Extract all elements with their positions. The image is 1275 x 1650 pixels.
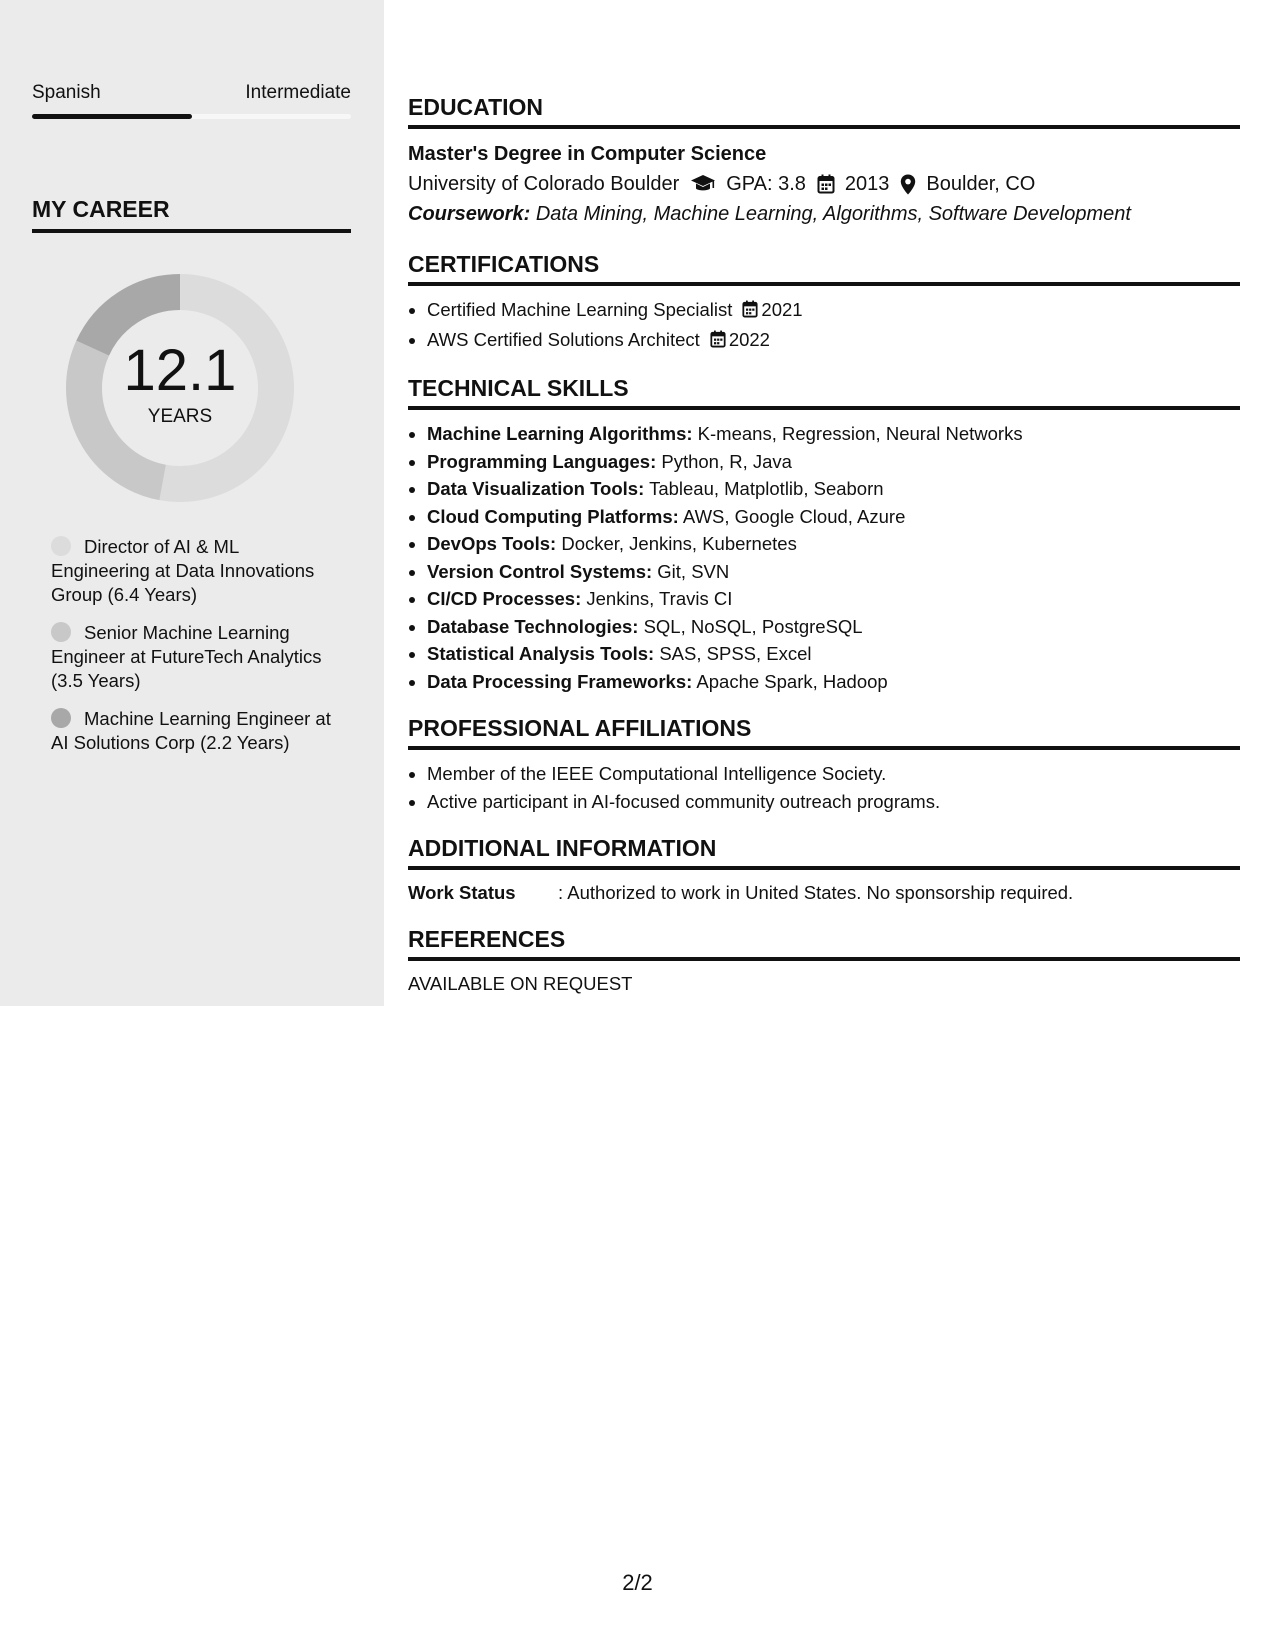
affiliation-item: • Active participant in AI-focused community outreach programs. (427, 788, 1240, 816)
skill-item (427, 503, 1240, 531)
skill-label: Data Processing Frameworks: (427, 670, 693, 692)
skill-label: Version Control Systems: (427, 560, 653, 582)
degree-name: Master's Degree in Computer Science (408, 143, 767, 165)
coursework-list: Data Mining, Machine Learning, Algorithms, Software Development (535, 203, 1131, 225)
career-item-text: Director of AI & ML Engineering at Data Innovations Group (6.4 Years) (51, 536, 315, 605)
career-total-unit: YEARS (147, 406, 213, 427)
career-list (51, 535, 341, 769)
skill-label: Statistical Analysis Tools: (427, 643, 655, 664)
skill-value: Tableau, Matplotlib, Seaborn (649, 478, 884, 499)
certification-year: 2022 (728, 328, 770, 350)
skill-label: CI/CD Processes: (427, 588, 582, 609)
coursework-label: Coursework: (408, 203, 531, 225)
career-item (51, 621, 341, 693)
language-name: Spanish (32, 82, 101, 103)
skill-value: Jenkins, Travis CI (586, 588, 733, 609)
additional-info-title: ADDITIONAL INFORMATION (408, 835, 1240, 870)
certification-item (427, 326, 1240, 356)
gpa: GPA: 3.8 (726, 173, 806, 195)
skill-label: Database Technologies: (427, 615, 639, 637)
calendar-icon (742, 298, 758, 326)
coursework (408, 199, 1240, 229)
career-total-value: 12.1 (123, 338, 237, 403)
skill-value: SAS, SPSS, Excel (659, 643, 812, 664)
skill-item (427, 613, 1240, 641)
career-item (51, 535, 341, 607)
skills-section (408, 375, 1240, 695)
career-item-text: Machine Learning Engineer at AI Solutions Corp (2.2 Years) (51, 708, 331, 753)
main-content (408, 94, 1240, 997)
legend-dot-icon (51, 536, 71, 556)
language-proficiency-fill (32, 114, 192, 119)
certifications-title: CERTIFICATIONS (408, 251, 1240, 286)
work-status-value: : Authorized to work in United States. No sponsorship required. (558, 882, 1074, 903)
work-status-row (408, 880, 1240, 906)
certification-year: 2021 (761, 299, 803, 320)
skill-value: SQL, NoSQL, PostgreSQL (643, 615, 863, 637)
additional-info-section (408, 835, 1240, 906)
skill-value: Docker, Jenkins, Kubernetes (561, 533, 797, 554)
legend-dot-icon (51, 708, 71, 728)
skill-label: Programming Languages: (427, 450, 657, 472)
skill-label: Data Visualization Tools: (427, 478, 645, 499)
skill-label: DevOps Tools: (427, 533, 557, 554)
affiliation-item: • Member of the IEEE Computational Intelligence Society. (427, 760, 1240, 788)
skill-item (427, 448, 1240, 476)
skill-value: Apache Spark, Hadoop (696, 670, 888, 692)
skill-label: Machine Learning Algorithms: (427, 423, 693, 444)
skill-item (427, 558, 1240, 586)
sidebar (0, 0, 384, 1006)
affiliations-title: PROFESSIONAL AFFILIATIONS (408, 715, 1240, 750)
career-item (51, 707, 341, 755)
skill-value: Python, R, Java (661, 450, 792, 472)
affiliations-list (408, 760, 1240, 815)
skill-value: Git, SVN (657, 560, 730, 582)
skill-item (427, 640, 1240, 668)
language-level: Intermediate (245, 82, 351, 103)
skill-label: Cloud Computing Platforms: (427, 505, 679, 527)
references-text: AVAILABLE ON REQUEST (408, 973, 633, 994)
calendar-icon (817, 174, 835, 194)
education-title: EDUCATION (408, 94, 1240, 129)
page-number: 2/2 (622, 1570, 653, 1595)
certification-item (427, 296, 1240, 326)
graduation-year: 2013 (844, 173, 890, 195)
language-row (32, 82, 351, 104)
references-section (408, 926, 1240, 997)
certifications-section (408, 251, 1240, 355)
calendar-icon (710, 328, 726, 356)
certification-name: AWS Certified Solutions Architect (427, 328, 700, 350)
skill-item (427, 420, 1240, 448)
certifications-list (408, 296, 1240, 355)
graduation-cap-icon (690, 174, 716, 194)
language-proficiency-bar (32, 114, 351, 119)
school-location: Boulder, CO (926, 173, 1036, 195)
skills-list (408, 420, 1240, 695)
work-status-label: Work Status (408, 882, 516, 903)
education-details (408, 169, 1240, 199)
skill-item (427, 668, 1240, 696)
references-title: REFERENCES (408, 926, 1240, 961)
career-item-text: Senior Machine Learning Engineer at FutureTech Analytics (3.5 Years) (51, 622, 322, 691)
education-section (408, 94, 1240, 229)
school-name: University of Colorado Boulder (408, 173, 680, 195)
location-pin-icon (900, 174, 916, 195)
skill-value: K-means, Regression, Neural Networks (697, 423, 1023, 444)
affiliations-section (408, 715, 1240, 815)
career-heading: MY CAREER (32, 196, 351, 233)
certification-name: Certified Machine Learning Specialist (427, 299, 733, 320)
skill-item (427, 475, 1240, 503)
legend-dot-icon (51, 622, 71, 642)
skill-item (427, 530, 1240, 558)
skills-title: TECHNICAL SKILLS (408, 375, 1240, 410)
skill-value: AWS, Google Cloud, Azure (682, 505, 906, 527)
career-total (66, 274, 294, 502)
skill-item (427, 585, 1240, 613)
